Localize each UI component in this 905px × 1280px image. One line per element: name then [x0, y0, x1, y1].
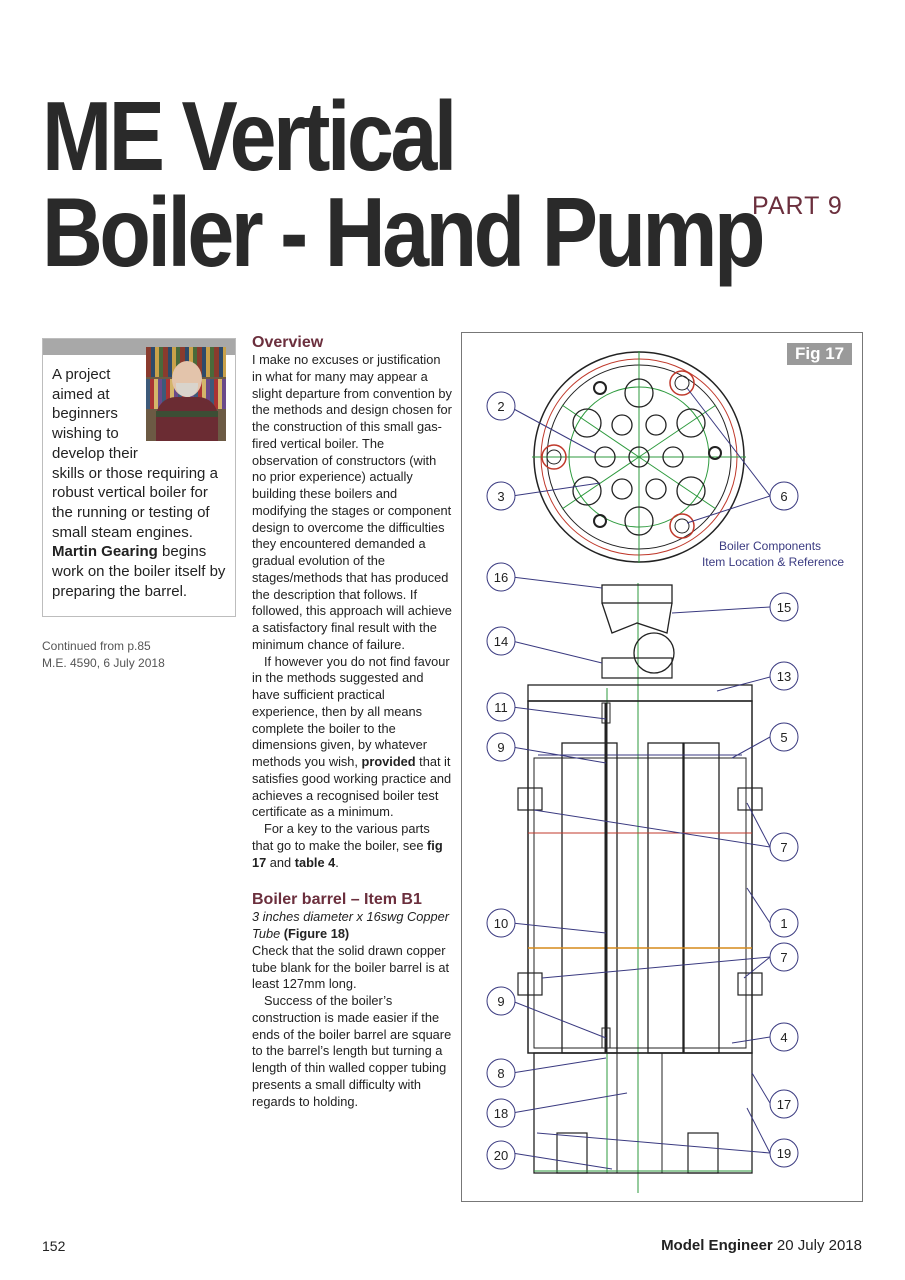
callout-right: 17 [776, 1097, 792, 1112]
continued-line-2: M.E. 4590, 6 July 2018 [42, 656, 165, 670]
callout-left: 20 [493, 1148, 509, 1163]
barrel-spec [252, 909, 452, 943]
boiler-drawing [462, 333, 862, 1201]
title-line-1: ME Vertical [42, 81, 454, 191]
intro-line: A project [52, 366, 111, 383]
intro-line: aimed at [52, 385, 110, 403]
callout-right: 7 [780, 950, 788, 965]
issue-date: 20 July 2018 [776, 1237, 862, 1254]
callout-right: 15 [776, 600, 792, 615]
article-body [252, 333, 452, 1110]
figure-17 [461, 332, 863, 1202]
overview-heading: Overview [252, 334, 324, 351]
p3-text: For a key to the various parts that go to make the boiler, see [252, 821, 430, 853]
callout-right: 13 [776, 669, 792, 684]
intro-box [42, 338, 236, 617]
callout-right: 19 [776, 1146, 792, 1161]
callout-left: 2 [497, 399, 505, 414]
callout-left: 16 [493, 570, 509, 585]
continued-line-1: Continued from p.85 [42, 639, 151, 653]
barrel-heading: Boiler barrel – Item B1 [252, 891, 422, 909]
paragraph-4: Check that the solid drawn copper tube blank for the boiler barrel is at least 127mm long. [252, 942, 450, 992]
figure-label: Fig 17 [787, 343, 852, 365]
p2-text: If however you do not find favour in the methods suggested and have sufficient practical experience, then by all means complete the boiler to the dimensions given, by whatever methods you wish, [252, 653, 450, 769]
callout-right: 6 [780, 489, 788, 504]
article-title [42, 81, 763, 287]
author-name: Martin Gearing [52, 543, 158, 561]
title-line-2: Boiler - Hand Pump [42, 177, 763, 287]
magazine-name: Model Engineer [661, 1237, 773, 1254]
callout-right: 5 [780, 730, 788, 745]
callout-left: 8 [497, 1066, 505, 1081]
figure-caption-2: Item Location & Reference [701, 555, 845, 569]
paragraph-1: I make no excuses or justification in what for many may appear a slight departure from convention by the methods and design chosen for the construction of this small gas-fired vertical boiler. The observation of constructors (with no prior experience) actually building these boilers and modifying the stages or component design to overcome the difficulties they encountered demanded a gradual evolution of the stages/methods that has produced the description that follows. If followed, this approach will achieve a satisfactory final result with the minimum chance of failure. [252, 352, 452, 652]
intro-author-rest: begins work on the boiler itself by preparing the barrel. [52, 543, 226, 600]
callout-left: 10 [493, 916, 509, 931]
elevation-view [518, 583, 762, 1193]
intro-line: beginners [52, 405, 118, 423]
barrel-spec-ref: (Figure 18) [283, 926, 350, 941]
callout-left: 18 [493, 1106, 509, 1121]
paragraph-3 [252, 821, 452, 871]
fig-ref: fig 17 [252, 837, 443, 870]
footer-publication [640, 1237, 862, 1254]
leader-lines [512, 388, 770, 1169]
p3-and: and [269, 854, 292, 870]
paragraph-2 [252, 654, 452, 822]
page-number: 152 [42, 1238, 66, 1254]
p2-text-end: that it satisfies good working practice and achieves a recognised boiler test certificate as a minimum. [252, 754, 452, 820]
callout-left: 14 [493, 634, 509, 649]
callout-right: 1 [780, 916, 788, 931]
callout-right: 7 [780, 840, 788, 855]
intro-rest: skills or those requiring a robust vertical boiler for the running or testing of small steam engines. [52, 464, 218, 541]
figure-caption-1: Boiler Components [718, 539, 822, 553]
table-ref: table 4 [294, 854, 336, 870]
p2-emphasis: provided [361, 754, 416, 769]
intro-line: wishing to [52, 425, 119, 443]
intro-text [52, 365, 230, 601]
barrel-spec-italic: 3 inches diameter x 16swg Copper Tube [252, 909, 450, 941]
callout-left: 3 [497, 489, 505, 504]
p3-period: . [335, 854, 339, 870]
intro-line: develop their [52, 444, 138, 462]
part-number: PART 9 [752, 192, 843, 220]
paragraph-5: Success of the boiler’s construction is made easier if the ends of the boiler barrel are square to the barrel’s length but turning a length of thin walled copper tubing presents a small difficulty with regards to holding. [252, 993, 452, 1109]
callout-left: 9 [497, 994, 505, 1009]
continued-note [42, 638, 165, 672]
callout-left: 11 [494, 700, 508, 715]
callout-right: 4 [780, 1030, 788, 1045]
callout-left: 9 [497, 740, 505, 755]
plan-view [532, 351, 746, 563]
